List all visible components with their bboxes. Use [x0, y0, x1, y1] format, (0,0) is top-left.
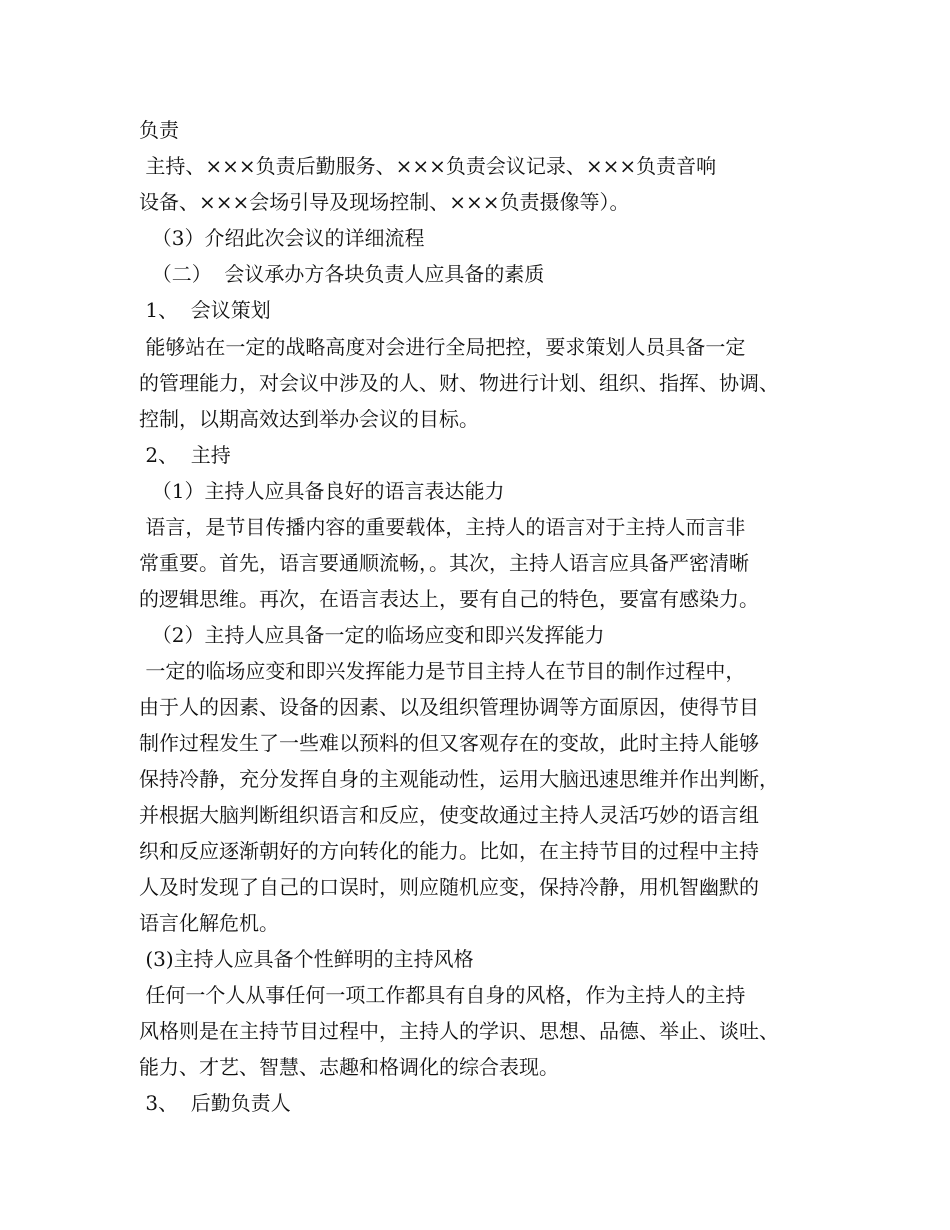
- text-line: 由于人的因素、设备的因素、以及组织管理协调等方面原因，使得节目: [139, 695, 759, 719]
- text-line: 一定的临场应变和即兴发挥能力是节目主持人在节目的制作过程中，: [139, 659, 746, 683]
- section-heading: 2、 主持: [139, 443, 231, 467]
- section-heading: 1、 会议策划: [139, 298, 271, 322]
- section-heading: （3）介绍此次会议的详细流程: [139, 226, 425, 250]
- section-heading: （1）主持人应具备良好的语言表达能力: [139, 479, 505, 503]
- text-line: 并根据大脑判断组织语言和反应，使变故通过主持人灵活巧妙的语言组: [139, 803, 759, 827]
- text-line: 控制，以期高效达到举办会议的目标。: [139, 407, 479, 431]
- text-line: 织和反应逐渐朝好的方向转化的能力。比如，在主持节目的过程中主持: [139, 839, 759, 863]
- text-line: 的逻辑思维。再次，在语言表达上，要有自己的特色，要富有感染力。: [139, 587, 759, 611]
- text-line: 能力、才艺、智慧、志趣和格调化的综合表现。: [139, 1055, 559, 1079]
- section-heading: (3)主持人应具备个性鲜明的主持风格: [139, 947, 474, 971]
- text-line: 语言化解危机。: [139, 911, 279, 935]
- section-heading: （2）主持人应具备一定的临场应变和即兴发挥能力: [139, 623, 605, 647]
- text-line: 保持冷静，充分发挥自身的主观能动性，运用大脑迅速思维并作出判断，: [139, 767, 779, 791]
- text-line: 制作过程发生了一些难以预料的但又客观存在的变故，此时主持人能够: [139, 731, 759, 755]
- text-line: 风格则是在主持节目过程中，主持人的学识、思想、品德、举止、谈吐、: [139, 1019, 779, 1043]
- text-line: 设备、×××会场引导及现场控制、×××负责摄像等）。: [139, 190, 630, 214]
- section-heading: 3、 后勤负责人: [139, 1091, 291, 1115]
- text-line: 负责: [139, 118, 179, 142]
- text-line: 任何一个人从事任何一项工作都具有自身的风格，作为主持人的主持: [139, 983, 746, 1007]
- text-line: 常重要。首先，语言要通顺流畅，。其次，主持人语言应具备严密清晰: [139, 551, 749, 575]
- section-heading: （二） 会议承办方各块负责人应具备的素质: [139, 262, 545, 286]
- text-line: 人及时发现了自己的口误时，则应随机应变，保持冷静，用机智幽默的: [139, 875, 759, 899]
- text-line: 主持、×××负责后勤服务、×××负责会议记录、×××负责音响: [139, 154, 717, 178]
- text-line: 能够站在一定的战略高度对会进行全局把控，要求策划人员具备一定: [139, 335, 746, 359]
- text-line: 语言，是节目传播内容的重要载体，主持人的语言对于主持人而言非: [139, 515, 746, 539]
- text-line: 的管理能力，对会议中涉及的人、财、物进行计划、组织、指挥、协调、: [139, 371, 779, 395]
